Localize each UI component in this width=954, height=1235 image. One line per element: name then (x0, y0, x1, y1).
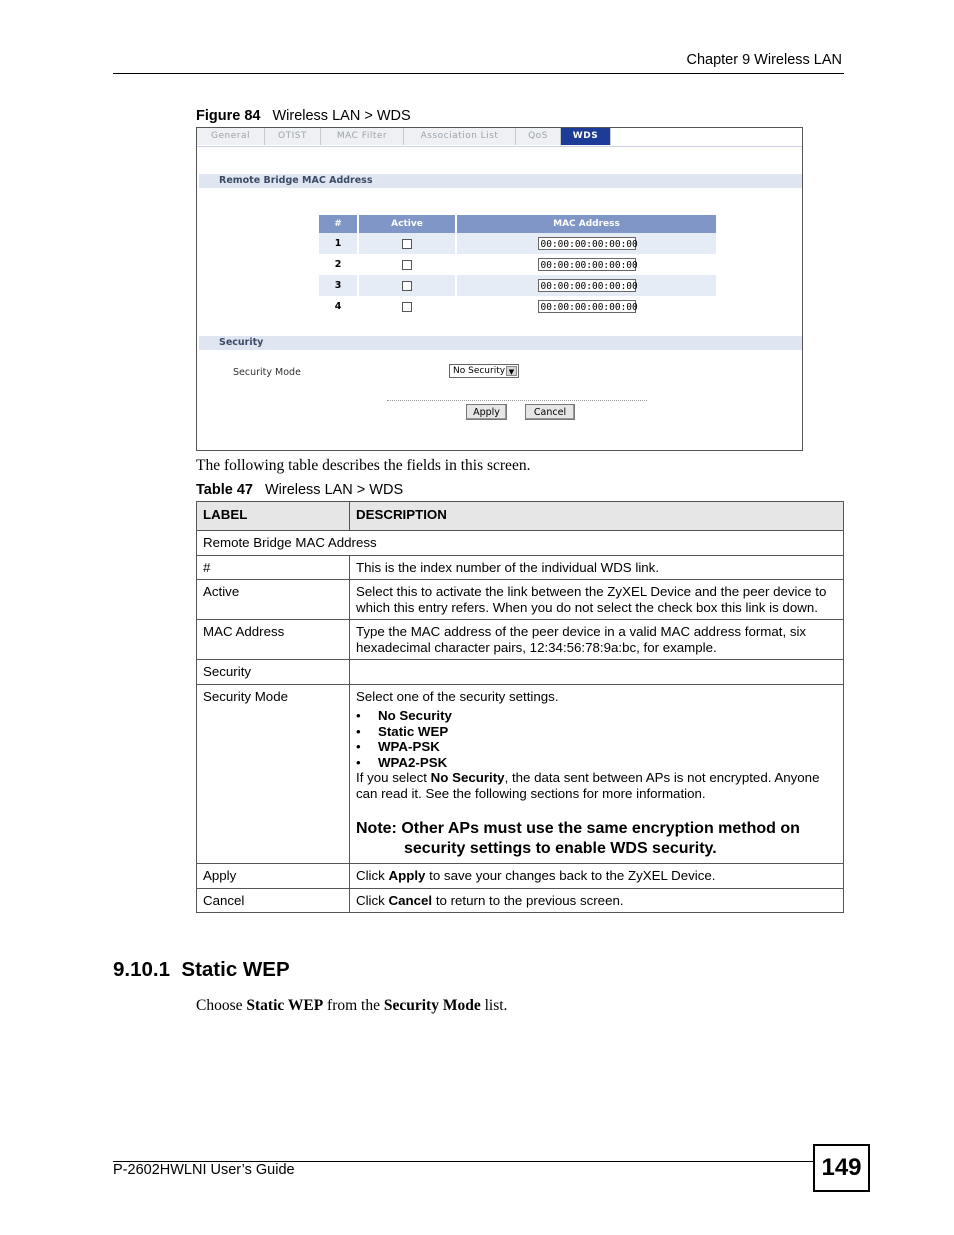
figure-label: Figure 84 (196, 108, 261, 124)
row-label: MAC Address (197, 620, 350, 660)
col-mac-header: MAC Address (456, 215, 716, 233)
row-label: Apply (197, 864, 350, 889)
row-description: Click Cancel to return to the previous screen. (350, 888, 844, 913)
table-row (197, 531, 844, 556)
mac-address-input[interactable]: 00:00:00:00:00:00 (538, 237, 636, 250)
row-label: # (197, 555, 350, 580)
active-checkbox[interactable] (402, 281, 412, 291)
no-security-explanation: If you select No Security, the data sent between APs is not encrypted. Anyone can read it. See the following sections for more information. (356, 770, 820, 801)
section-row-remote: Remote Bridge MAC Address (197, 531, 844, 556)
intro-text: The following table describes the fields in this screen. (196, 457, 531, 474)
list-item: • No Security (356, 708, 837, 724)
table-row (197, 684, 844, 864)
table-row (197, 660, 844, 685)
table-title: Wireless LAN > WDS (264, 482, 404, 498)
description-table (196, 501, 844, 913)
security-mode-value: No Security (453, 366, 506, 376)
security-note: Note: Other APs must use the same encryption method on security settings to enable WDS security. (356, 820, 800, 857)
mac-address-table (319, 215, 716, 317)
security-mode-intro: Select one of the security settings. (356, 688, 559, 704)
tab-wds[interactable]: WDS (561, 128, 611, 145)
footer-guide-title: P-2602HWLNI User’s Guide (113, 1162, 295, 1178)
table-row (197, 864, 844, 889)
mac-address-input[interactable]: 00:00:00:00:00:00 (538, 279, 636, 292)
security-mode-label: Security Mode (233, 367, 301, 378)
row-index: 2 (334, 259, 342, 270)
page-number: 149 (813, 1144, 870, 1192)
figure-caption (196, 108, 411, 124)
row-description: Type the MAC address of the peer device in a valid MAC address format, six hexadecimal character pairs, 12:34:56:78:9a:bc, for example. (350, 620, 844, 660)
row-description: Click Apply to save your changes back to the ZyXEL Device. (350, 864, 844, 889)
table-row (319, 296, 716, 317)
row-description: Select this to activate the link between the ZyXEL Device and the peer device to which this entry refers. When you do not select the check box this link is down. (350, 580, 844, 620)
row-label: Active (197, 580, 350, 620)
active-checkbox[interactable] (402, 260, 412, 270)
chapter-header: Chapter 9 Wireless LAN (686, 52, 842, 68)
security-options-list (356, 708, 837, 770)
active-checkbox[interactable] (402, 302, 412, 312)
mac-address-input[interactable]: 00:00:00:00:00:00 (538, 258, 636, 271)
tab-general[interactable]: General (197, 128, 265, 145)
list-item: • WPA2-PSK (356, 755, 837, 771)
mac-address-input[interactable]: 00:00:00:00:00:00 (538, 300, 636, 313)
apply-button[interactable]: Apply (466, 404, 507, 420)
table-row (319, 254, 716, 275)
tab-bar (197, 128, 802, 147)
tab-mac-filter[interactable]: MAC Filter (321, 128, 404, 145)
row-description (350, 684, 844, 864)
row-label: Security Mode (197, 684, 350, 864)
tab-association-list[interactable]: Association List (404, 128, 516, 145)
row-index: 3 (319, 275, 358, 296)
table-header-row (197, 502, 844, 531)
col-active-header: Active (358, 215, 456, 233)
row-description: This is the index number of the individual WDS link. (350, 555, 844, 580)
security-section-bar: Security (199, 336, 802, 350)
header-rule (113, 73, 844, 74)
table-row (197, 620, 844, 660)
tab-otist[interactable]: OTIST (265, 128, 321, 145)
dotted-divider (387, 400, 647, 401)
table-row (319, 233, 716, 254)
row-index: 1 (319, 233, 358, 254)
description-header: DESCRIPTION (350, 502, 844, 531)
label-header: LABEL (197, 502, 350, 531)
col-index-header: # (319, 215, 358, 233)
row-description-empty (350, 660, 844, 685)
table-row (319, 275, 716, 296)
figure-title: Wireless LAN > WDS (272, 108, 411, 124)
table-row (197, 555, 844, 580)
list-item: • Static WEP (356, 724, 837, 740)
table-row (197, 888, 844, 913)
dropdown-arrow-icon[interactable]: ▼ (506, 366, 517, 376)
wds-screenshot (196, 127, 803, 451)
tab-qos[interactable]: QoS (516, 128, 561, 145)
section-row-security: Security (197, 660, 350, 685)
table-caption (196, 482, 403, 498)
table-row (197, 580, 844, 620)
row-index: 4 (334, 301, 342, 312)
remote-bridge-section-bar: Remote Bridge MAC Address (199, 174, 802, 188)
security-mode-select[interactable] (449, 364, 519, 378)
row-label: Cancel (197, 888, 350, 913)
table-label: Table 47 (196, 482, 253, 498)
list-item: • WPA-PSK (356, 739, 837, 755)
body-paragraph: Choose Static WEP from the Security Mode list. (196, 997, 508, 1014)
cancel-button[interactable]: Cancel (525, 404, 575, 420)
active-checkbox[interactable] (402, 239, 412, 249)
section-heading: 9.10.1 Static WEP (113, 958, 290, 981)
